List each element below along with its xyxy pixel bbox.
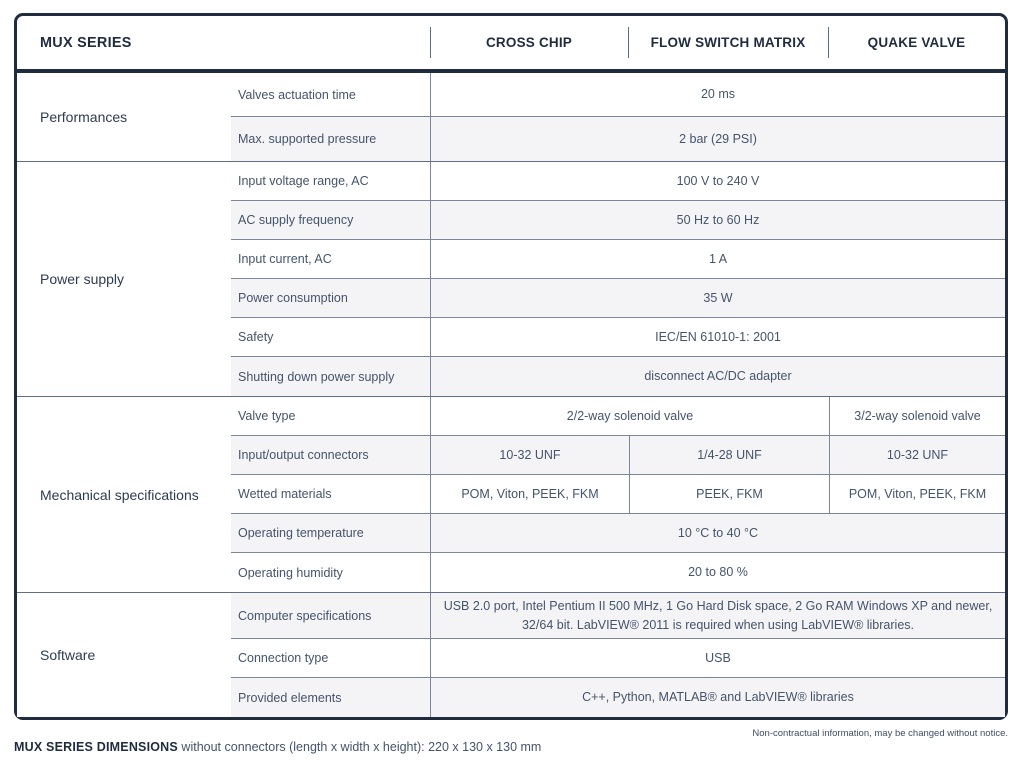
- row-label: Safety: [238, 330, 274, 344]
- row-value: USB 2.0 port, Intel Pentium II 500 MHz, 1 Go Hard Disk space, 2 Go RAM Windows XP and newer, 32/64 bit. LabVIEW® 2011 is required when using LabVIEW® libraries.: [443, 599, 993, 632]
- table-row: [231, 475, 1005, 514]
- table-row: [231, 639, 1005, 678]
- section-rows: [231, 162, 1005, 396]
- mux-series-spec-table: [14, 13, 1008, 720]
- row-label: Wetted materials: [238, 487, 332, 501]
- table-row: [231, 397, 1005, 436]
- dimensions-note: [14, 740, 541, 754]
- row-label: Connection type: [238, 651, 329, 665]
- column-header-flow-switch-matrix: FLOW SWITCH MATRIX: [628, 16, 828, 69]
- row-label: Operating temperature: [238, 526, 364, 540]
- row-label: Shutting down power supply: [238, 369, 395, 384]
- row-value: PEEK, FKM: [629, 475, 829, 513]
- section-performances: [17, 73, 1005, 162]
- section-rows: [231, 73, 1005, 161]
- section-software: [17, 593, 1005, 717]
- section-label: Power supply: [17, 162, 231, 396]
- row-value: 2/2-way solenoid valve: [566, 408, 694, 423]
- row-value: 20 ms: [700, 87, 736, 102]
- non-contractual-note: Non-contractual information, may be changed without notice.: [752, 728, 1008, 739]
- table-row: [231, 201, 1005, 240]
- row-value: 35 W: [703, 290, 733, 305]
- row-label: Operating humidity: [238, 565, 343, 580]
- series-title: MUX SERIES: [40, 34, 132, 51]
- section-label: Mechanical specifications: [17, 397, 231, 592]
- table-row: [231, 117, 1005, 161]
- row-value: 2 bar (29 PSI): [679, 131, 757, 146]
- row-label: Power consumption: [238, 291, 348, 305]
- row-value: IEC/EN 61010-1: 2001: [655, 329, 781, 344]
- row-value: 3/2-way solenoid valve: [829, 397, 1005, 435]
- table-row: [231, 162, 1005, 201]
- row-value: disconnect AC/DC adapter: [644, 369, 792, 384]
- row-value: 1/4-28 UNF: [629, 436, 829, 474]
- table-row: [231, 357, 1005, 396]
- table-row: [231, 279, 1005, 318]
- row-label: Input/output connectors: [238, 448, 369, 462]
- table-row: [231, 553, 1005, 592]
- row-label: Input voltage range, AC: [238, 174, 369, 188]
- table-row: [231, 73, 1005, 117]
- row-value: POM, Viton, PEEK, FKM: [461, 486, 599, 501]
- table-row: [231, 678, 1005, 717]
- row-value: POM, Viton, PEEK, FKM: [829, 475, 1005, 513]
- row-label: Input current, AC: [238, 252, 332, 266]
- column-header-quake-valve: QUAKE VALVE: [828, 16, 1005, 69]
- table-row: [231, 318, 1005, 357]
- row-label: Provided elements: [238, 690, 342, 705]
- row-value: 10 °C to 40 °C: [677, 525, 759, 540]
- section-label: Performances: [17, 73, 231, 161]
- row-label: Valves actuation time: [238, 87, 356, 102]
- table-header: [17, 16, 1005, 73]
- column-header-cross-chip: CROSS CHIP: [430, 16, 628, 69]
- section-rows: [231, 593, 1005, 717]
- table-row: [231, 593, 1005, 639]
- table-row: [231, 436, 1005, 475]
- row-value: 10-32 UNF: [829, 436, 1005, 474]
- row-label: AC supply frequency: [238, 213, 354, 227]
- row-value: 50 Hz to 60 Hz: [676, 212, 760, 227]
- dimensions-note-text: without connectors (length x width x height): 220 x 130 x 130 mm: [177, 740, 542, 754]
- dimensions-note-label: MUX SERIES DIMENSIONS: [14, 740, 178, 754]
- table-header-title-box: [17, 16, 430, 69]
- section-power-supply: [17, 162, 1005, 397]
- row-label: Max. supported pressure: [238, 132, 377, 146]
- row-value: 1 A: [708, 251, 728, 266]
- row-label: Valve type: [238, 409, 296, 423]
- row-value: 100 V to 240 V: [676, 173, 760, 188]
- section-label: Software: [17, 593, 231, 717]
- row-value: 20 to 80 %: [688, 565, 748, 580]
- section-rows: [231, 397, 1005, 592]
- section-mechanical-specifications: [17, 397, 1005, 593]
- table-row: [231, 514, 1005, 553]
- row-value: C++, Python, MATLAB® and LabVIEW® libraries: [582, 690, 854, 705]
- row-value: 10-32 UNF: [499, 447, 561, 462]
- row-label: Computer specifications: [238, 608, 372, 623]
- table-row: [231, 240, 1005, 279]
- row-value: USB: [705, 650, 731, 665]
